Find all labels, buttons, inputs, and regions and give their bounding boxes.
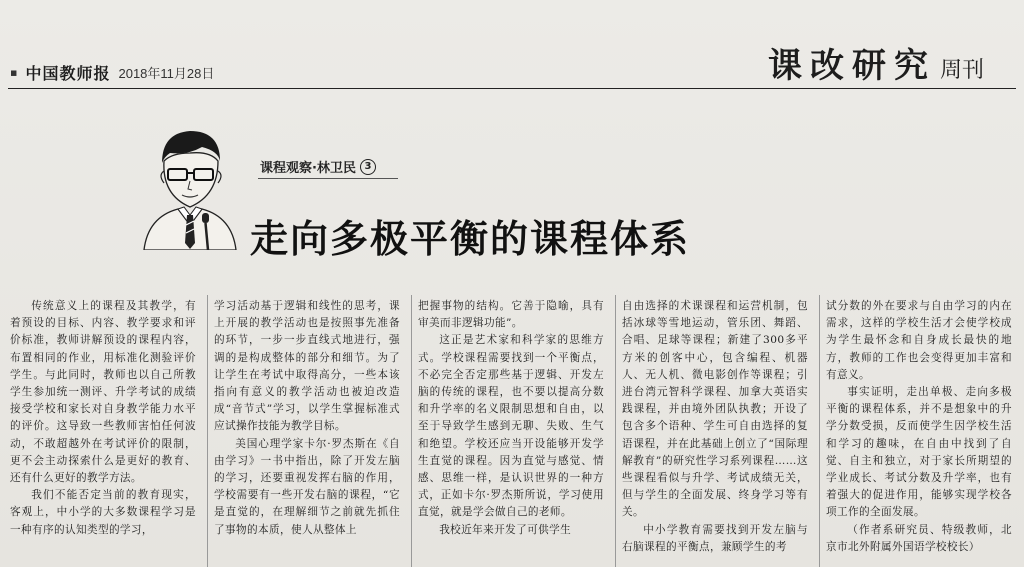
header-divider xyxy=(8,88,1016,89)
paragraph: 事实证明，走出单极、走向多极平衡的课程体系，并不是想象中的升学分数受损，反而使学生因学校生活和学习的趣味，在自由中找到了自觉、自主和独立，对于家长所期望的学业成长、考试分数及升学率，也有着强大的促进作用，能够实现学校各项工作的全面发展。 xyxy=(826,386,1012,519)
paragraph: 我校近年来开发了可供学生 xyxy=(439,523,572,536)
masthead-mark-icon: ▪ xyxy=(10,65,18,79)
paragraph: 学习活动基于逻辑和线性的思考，课上开展的教学活动也是按照事先准备的环节，一步一步直线式地进行，强调的是构成整体的部分和细节。为了让学生在考试中取得高分，一些本该指向有意义的教学活动也被迫改造成“音节式”学习，以学生掌握标准式应试操作技能为教学目标。 xyxy=(214,300,400,433)
article-column-2 xyxy=(214,298,400,567)
section-title-suffix: 周刊 xyxy=(939,58,984,83)
column-divider xyxy=(207,295,208,567)
paragraph: 自由选择的术课课程和运营机制，包括冰球等雪地运动，管乐团、舞蹈、合唱、足球等课程；新建了300多平方米的创客中心，包含编程、机器人、无人机、微电影创作等课程；引进台湾元智科学课程、加拿大英语实践课程，并由境外团队执教；开设了包含多个语种、学生可自由选择的复语课程，并在此基础上创立了“国际理解教育”的研究性学习系列课程……这些课程看似与升学、考试成绩无关，但与学生的全面发展、终身学习等有关。 xyxy=(622,300,808,519)
paragraph: 中小学教育需要找到开发左脑与右脑课程的平衡点，兼顾学生的考 xyxy=(622,523,808,553)
article-headline: 走向多极平衡的课程体系 xyxy=(250,217,691,261)
paragraph: 我们不能否定当前的教育现实，客观上，中小学的大多数课程学习是一种有序的认知类型的学习， xyxy=(10,489,196,536)
column-number: 3 xyxy=(360,159,376,175)
article-column-4 xyxy=(622,298,808,567)
section-title xyxy=(768,38,984,87)
author-portrait xyxy=(140,125,240,250)
masthead xyxy=(10,58,214,86)
column-divider xyxy=(819,295,820,567)
paragraph: 把握事物的结构。它善于隐喻，具有审美而非逻辑功能”。 xyxy=(418,300,604,330)
paragraph: 这正是艺术家和科学家的思维方式。学校课程需要找到一个平衡点，不必完全否定那些基于逻辑、开发左脑的传统的课程，也不要以提高分数和升学率的名义限制思想和自由，以至于导致学生感到无聊、失败、生气和绝望。学校还应当开设能够开发学生直觉的课程。因为直觉与感觉、情感、思维一样，是认识世界的一种方式，正如卡尔·罗杰斯所说，学习使用直觉，就是学会做自己的老师。 xyxy=(418,334,604,519)
paragraph: 试分数的外在要求与自由学习的内在需求，这样的学校生活才会使学校成为学生最怀念和自身成长最快的地方，教师的工作也会变得更加丰富和有意义。 xyxy=(826,300,1012,381)
article-column-5 xyxy=(826,298,1012,567)
column-divider xyxy=(615,295,616,567)
column-tag-underline xyxy=(258,178,398,179)
column-divider xyxy=(411,295,412,567)
section-title-main: 课改研究 xyxy=(767,46,936,86)
issue-date: 2018年11月28日 xyxy=(118,65,215,81)
column-tag-label: 课程观察·林卫民 xyxy=(260,161,356,176)
article-column-3 xyxy=(418,298,604,567)
author-byline: （作者系研究员、特级教师，北京市北外附属外国语学校校长） xyxy=(826,523,1012,553)
newspaper-name: 中国教师报 xyxy=(25,63,111,83)
article-column-1 xyxy=(10,298,196,567)
paragraph: 传统意义上的课程及其教学，有着预设的目标、内容、教学要求和评价标准，教师讲解预设的课程内容，布置相同的作业，用标准化测验评价学生。与此同时，教师也以自己所教学生参加统一测评、升学考试的成绩接受学校和家长对自身教学能力水平的评价。这导致一些教师害怕任何波动，不敢超越外在考试评价的限制，更不会主动探索什么是更好的教育、还有什么更好的教学方法。 xyxy=(10,300,196,485)
paragraph: 美国心理学家卡尔·罗杰斯在《自由学习》一书中指出，除了开发左脑的学习，还要重视发挥右脑的作用，学校需要有一些开发右脑的课程，“它是直觉的，在理解细节之前就先抓住了事物的本质，使人从整体上 xyxy=(214,437,400,536)
column-tag xyxy=(260,157,376,176)
